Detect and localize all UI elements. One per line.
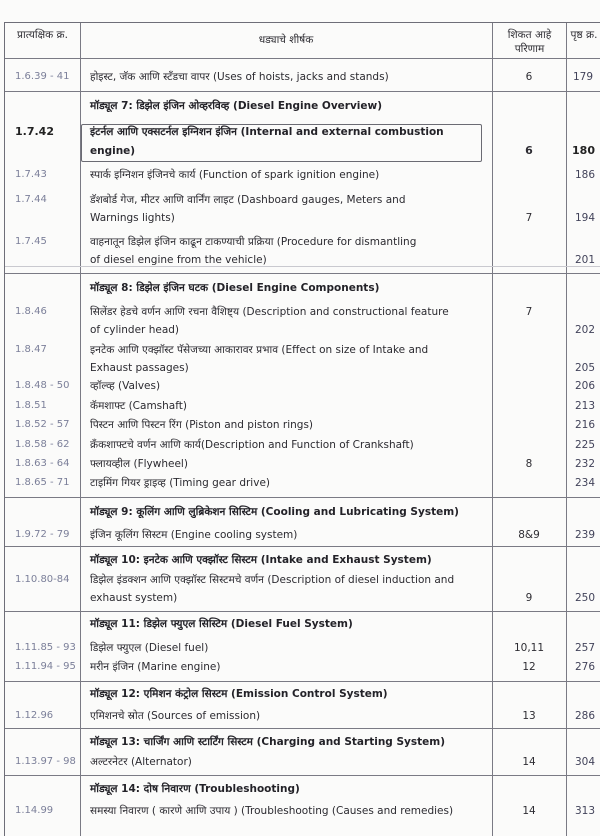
page-number: 234	[574, 477, 595, 489]
chapter-title: मरीन इंजिन (Marine engine)	[90, 661, 221, 673]
learning-outcome: 14	[522, 756, 536, 768]
page-number: 286	[574, 710, 595, 722]
chapter-title: स्पार्क इग्निशन इंजिनचे कार्य (Function of spark ignition engine)	[90, 169, 380, 181]
learning-outcome: 8	[525, 458, 533, 470]
module-heading: मॉड्यूल 8: डिझेल इंजिन घटक (Diesel Engine Components)	[90, 282, 380, 294]
chapter-title: इंजिन कूलिंग सिस्टम (Engine cooling system)	[90, 529, 298, 541]
row-divider	[5, 273, 600, 274]
chapter-title: इंटर्नल आणि एक्सटर्नल इग्निशन इंजिन (Internal and external combustion	[90, 126, 444, 138]
practical-number: 1.13.97 - 98	[15, 756, 76, 767]
column-divider	[492, 23, 493, 836]
practical-number: 1.6.39 - 41	[15, 71, 70, 82]
module-heading: मॉड्यूल 14: दोष निवारण (Troubleshooting)	[90, 783, 300, 795]
learning-outcome: 10,11	[513, 642, 545, 654]
learning-outcome: 6	[525, 71, 533, 83]
learning-outcome: 7	[525, 306, 533, 318]
chapter-title: समस्या निवारण ( कारणे आणि उपाय ) (Troubleshooting (Causes and remedies)	[90, 805, 454, 817]
module-heading: मॉड्यूल 7: डिझेल इंजिन ओव्हरविव्ह (Diesel Engine Overview)	[90, 100, 383, 112]
chapter-title: पिस्टन आणि पिस्टन रिंग (Piston and piston rings)	[90, 419, 314, 431]
chapter-title: इनटेक आणि एक्झॉस्ट पॅसेजच्या आकारावर प्रभाव (Effect on size of Intake and	[90, 344, 429, 356]
header-practical-no: प्रात्यक्षिक क्र.	[17, 29, 68, 41]
header-learning-outcome: शिकत आहे परिणाम	[507, 29, 552, 55]
row-divider	[5, 775, 600, 776]
practical-number: 1.7.45	[15, 236, 47, 247]
chapter-title: डॅशबोर्ड गेज, मीटर आणि वार्निंग लाइट (Dashboard gauges, Meters and	[90, 194, 406, 206]
practical-number: 1.8.63 - 64	[15, 458, 70, 469]
page-number: 239	[574, 529, 595, 541]
page-number: 304	[574, 756, 595, 768]
chapter-title: व्हॉल्व्ह (Valves)	[90, 380, 161, 392]
chapter-title: एमिशनचे स्रोत (Sources of emission)	[90, 710, 261, 722]
chapter-title: वाहनातून डिझेल इंजिन काढून टाकण्याची प्रक्रिया (Procedure for dismantling	[90, 236, 417, 248]
page-number: 216	[574, 419, 595, 431]
practical-number: 1.12.96	[15, 710, 54, 721]
page-number: 201	[574, 254, 595, 266]
module-heading: मॉड्यूल 12: एमिशन कंट्रोल सिस्टम (Emission Control System)	[90, 688, 388, 700]
chapter-title: engine)	[90, 145, 136, 157]
practical-number: 1.8.52 - 57	[15, 419, 70, 430]
page-number: 232	[574, 458, 595, 470]
page-number: 186	[574, 169, 595, 181]
learning-outcome: 9	[525, 592, 533, 604]
learning-outcome: 8&9	[518, 529, 540, 541]
chapter-title: of diesel engine from the vehicle)	[90, 254, 267, 266]
learning-outcome: 13	[522, 710, 536, 722]
page-number: 276	[574, 661, 595, 673]
chapter-title: exhaust system)	[90, 592, 178, 604]
chapter-title: क्रँकशाफ्टचे वर्णन आणि कार्य(Description and Function of Crankshaft)	[90, 439, 414, 451]
page-number: 257	[574, 642, 595, 654]
page-number: 313	[574, 805, 595, 817]
practical-number: 1.8.58 - 62	[15, 439, 70, 450]
page-number: 202	[574, 324, 595, 336]
chapter-title: सिलेंडर हेडचे वर्णन आणि रचना वैशिष्ट्य (Description and constructional feature	[90, 306, 449, 318]
practical-number: 1.9.72 - 79	[15, 529, 70, 540]
row-divider	[5, 497, 600, 498]
page-number: 250	[574, 592, 595, 604]
chapter-title: डिझेल फ्युएल (Diesel fuel)	[90, 642, 209, 654]
learning-outcome: 12	[522, 661, 536, 673]
page-number: 179	[572, 71, 593, 83]
page-number: 206	[574, 380, 595, 392]
practical-number: 1.10.80-84	[15, 574, 70, 585]
practical-number: 1.11.85 - 93	[15, 642, 76, 653]
row-divider	[5, 728, 600, 729]
header-page-no: पृष्ठ क्र.	[570, 29, 598, 41]
page-number: 225	[574, 439, 595, 451]
row-divider	[5, 546, 600, 547]
learning-outcome: 7	[525, 212, 533, 224]
header-chapter-title: धड्याचे शीर्षक	[258, 34, 314, 46]
page-number: 180	[572, 144, 595, 157]
chapter-title: फ्लायव्हील (Flywheel)	[90, 458, 188, 470]
practical-number: 1.8.46	[15, 306, 47, 317]
chapter-title: कॅमशाफ्ट (Camshaft)	[90, 400, 187, 412]
chapter-title: of cylinder head)	[90, 324, 180, 336]
page-number: 213	[574, 400, 595, 412]
row-divider	[5, 681, 600, 682]
chapter-title: Warnings lights)	[90, 212, 175, 224]
module-heading: मॉड्यूल 9: कूलिंग आणि लुब्रिकेशन सिस्टिम (Cooling and Lubricating System)	[90, 506, 459, 518]
row-divider	[5, 611, 600, 612]
module-heading: मॉड्यूल 11: डिझेल फ्युएल सिस्टिम (Diesel Fuel System)	[90, 618, 353, 630]
chapter-title: अल्टरनेटर (Alternator)	[90, 756, 192, 768]
practical-number: 1.8.65 - 71	[15, 477, 70, 488]
row-divider	[5, 91, 600, 92]
learning-outcome: 6	[525, 144, 533, 157]
chapter-title: डिझेल इंडक्शन आणि एक्झॉस्ट सिस्टमचे वर्णन (Description of diesel induction and	[90, 574, 455, 586]
practical-number: 1.8.48 - 50	[15, 380, 70, 391]
row-divider	[5, 58, 600, 59]
practical-number: 1.11.94 - 95	[15, 661, 76, 672]
practical-number: 1.7.43	[15, 169, 47, 180]
chapter-title: Exhaust passages)	[90, 362, 189, 374]
practical-number: 1.7.42	[15, 125, 54, 138]
chapter-title: टाइमिंग गियर ड्राइव्ह (Timing gear drive)	[90, 477, 270, 489]
chapter-title: होइस्ट, जॅक आणि स्टॅंडचा वापर (Uses of hoists, jacks and stands)	[90, 71, 389, 83]
page-number: 205	[574, 362, 595, 374]
practical-number: 1.7.44	[15, 194, 47, 205]
practical-number: 1.8.47	[15, 344, 47, 355]
module-heading: मॉड्यूल 10: इनटेक आणि एक्झॉस्ट सिस्टम (Intake and Exhaust System)	[90, 554, 432, 566]
page-number: 194	[574, 212, 595, 224]
learning-outcome: 14	[522, 805, 536, 817]
practical-number: 1.14.99	[15, 805, 54, 816]
practical-number: 1.8.51	[15, 400, 47, 411]
contents-table	[4, 22, 600, 836]
module-heading: मॉड्यूल 13: चार्जिंग आणि स्टार्टिंग सिस्टम (Charging and Starting System)	[90, 736, 446, 748]
